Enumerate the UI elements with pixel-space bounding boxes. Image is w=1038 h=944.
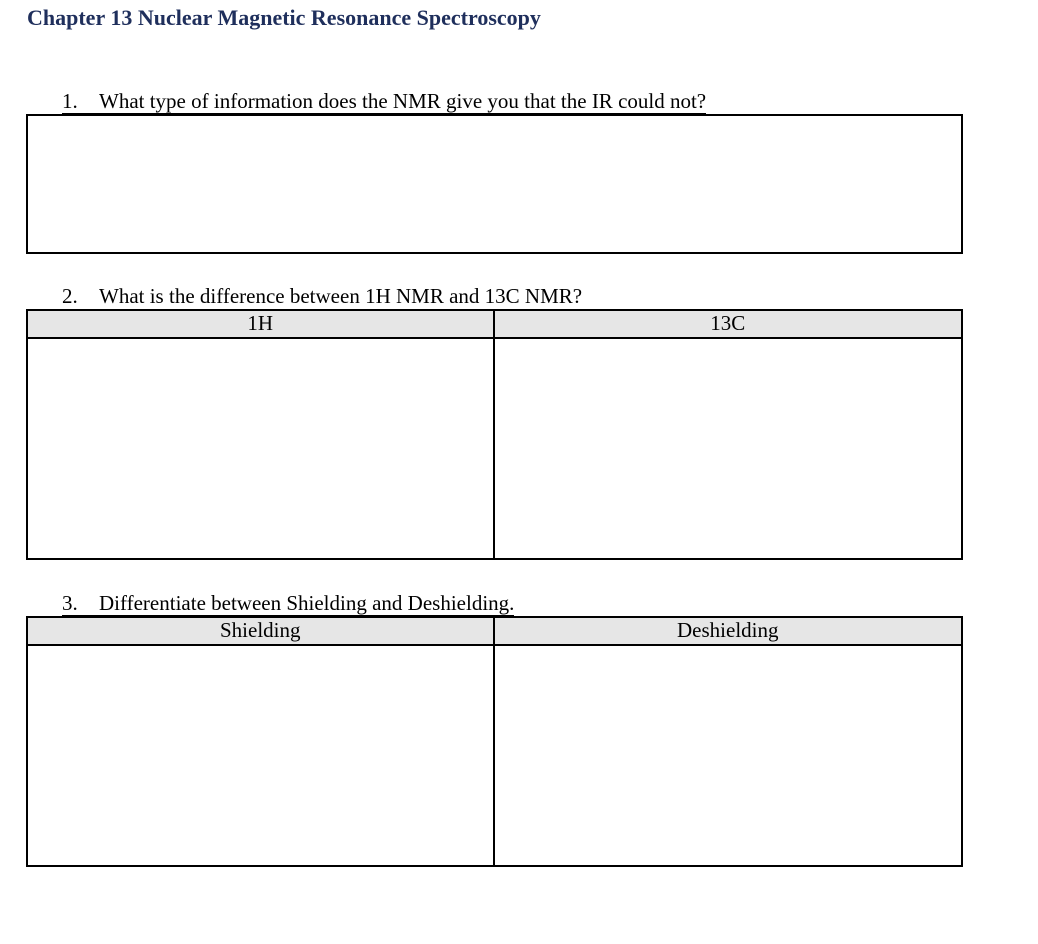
question-3 <box>62 591 514 616</box>
answer-cell-deshielding[interactable] <box>495 646 962 865</box>
column-header-1h: 1H <box>28 311 495 339</box>
question-1-number: 1. <box>62 89 78 113</box>
answer-table-2 <box>26 309 963 560</box>
answer-cell-13c[interactable] <box>495 339 962 558</box>
question-3-text: Differentiate between Shielding and Deshielding. <box>99 591 515 615</box>
column-header-shielding: Shielding <box>28 618 495 646</box>
question-1 <box>62 89 706 114</box>
question-2-number: 2. <box>62 284 78 308</box>
answer-box-1[interactable] <box>26 114 963 254</box>
column-header-13c: 13C <box>495 311 962 339</box>
answer-cell-1h[interactable] <box>28 339 495 558</box>
question-1-text: What type of information does the NMR give you that the IR could not? <box>99 89 707 113</box>
question-2 <box>62 284 582 308</box>
column-header-deshielding: Deshielding <box>495 618 962 646</box>
answer-cell-shielding[interactable] <box>28 646 495 865</box>
question-2-text: What is the difference between 1H NMR and 13C NMR? <box>99 284 583 308</box>
page-title: Chapter 13 Nuclear Magnetic Resonance Spectroscopy <box>27 5 541 30</box>
question-3-number: 3. <box>62 591 78 615</box>
answer-table-3 <box>26 616 963 867</box>
